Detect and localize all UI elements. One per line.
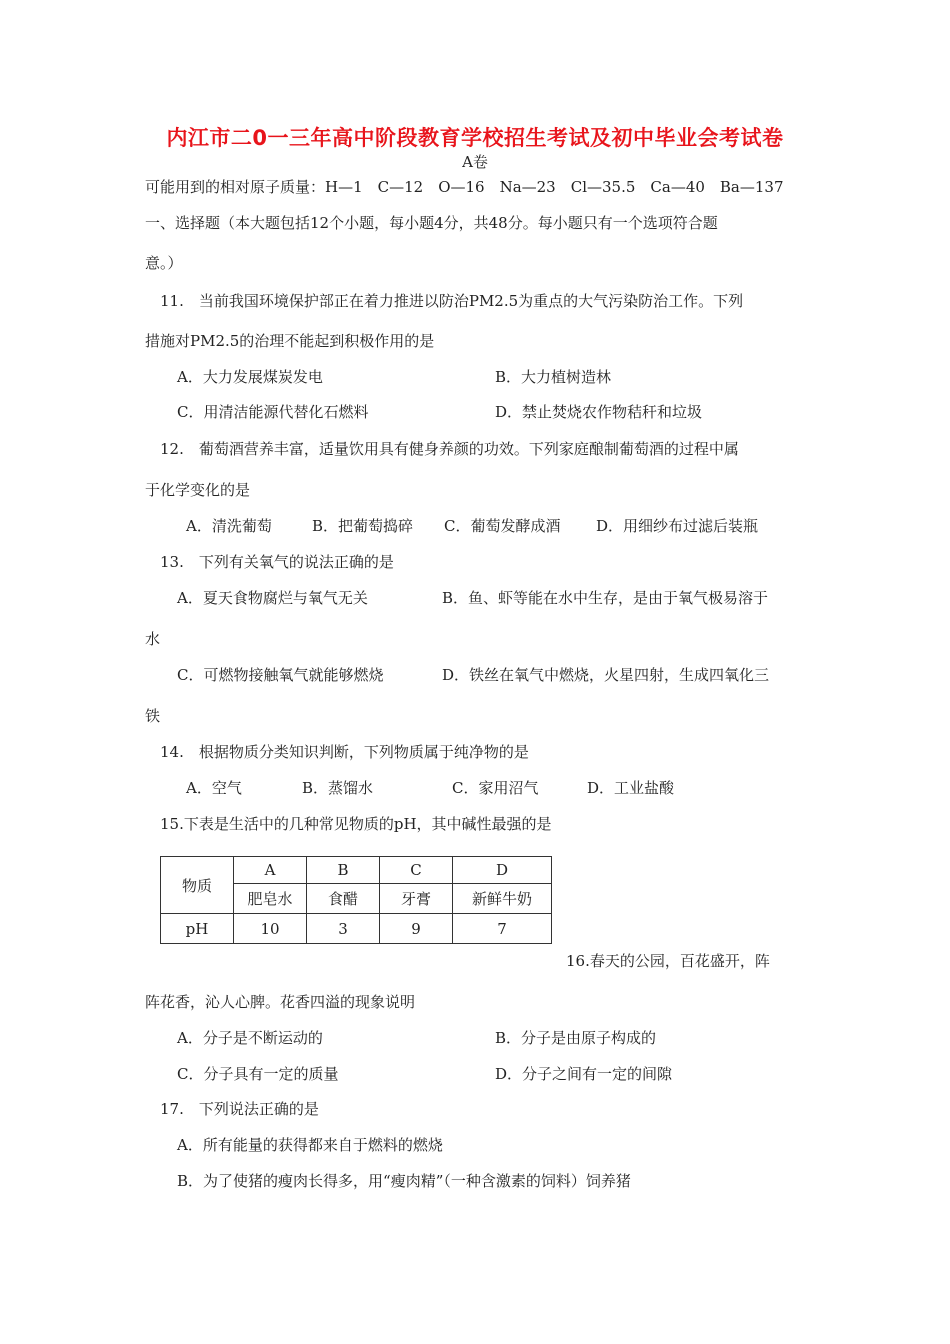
q14-option-b: B．蒸馏水 bbox=[302, 779, 374, 797]
q14-stem: 14. 根据物质分类知识判断，下列物质属于纯净物的是 bbox=[160, 743, 529, 761]
table-substance-a: 肥皂水 bbox=[234, 884, 307, 914]
q12-option-d: D．用细纱布过滤后装瓶 bbox=[596, 517, 759, 535]
table-letter-b: B bbox=[307, 857, 380, 884]
q13-option-b-line1: B．鱼、虾等能在水中生存，是由于氧气极易溶于 bbox=[442, 589, 769, 607]
q11-stem-line1: 11. 当前我国环境保护部正在着力推进以防治PM2.5为重点的大气污染防治工作。下列 bbox=[160, 292, 744, 310]
q12-option-c: C．葡萄发酵成酒 bbox=[444, 517, 561, 535]
q15-stem: 15.下表是生活中的几种常见物质的pH，其中碱性最强的是 bbox=[160, 815, 552, 833]
q11-option-c: C．用清洁能源代替化石燃料 bbox=[177, 403, 369, 421]
q16-option-c: C．分子具有一定的质量 bbox=[177, 1065, 339, 1083]
q14-option-d: D．工业盐酸 bbox=[587, 779, 675, 797]
atomic-masses: 可能用到的相对原子质量：H—1 C—12 O—16 Na—23 Cl—35.5 Ca—40 Ba—137 bbox=[145, 178, 784, 196]
q14-option-a: A．空气 bbox=[186, 779, 242, 797]
q12-option-b: B．把葡萄捣碎 bbox=[312, 517, 414, 535]
table-ph-a: 10 bbox=[234, 914, 307, 944]
table-ph-d: 7 bbox=[453, 914, 552, 944]
q13-option-d-line2: 铁 bbox=[145, 707, 161, 725]
table-ph-c: 9 bbox=[380, 914, 453, 944]
q12-stem-line1: 12. 葡萄酒营养丰富，适量饮用具有健身养颜的功效。下列家庭酿制葡萄酒的过程中属 bbox=[160, 440, 739, 458]
section-heading-line1: 一、选择题（本大题包括12个小题，每小题4分，共48分。每小题只有一个选项符合题 bbox=[145, 214, 718, 232]
q14-option-c: C．家用沼气 bbox=[452, 779, 539, 797]
table-substance-c: 牙膏 bbox=[380, 884, 453, 914]
table-header-substance: 物质 bbox=[161, 857, 234, 914]
table-header-ph: pH bbox=[161, 914, 234, 944]
q16-option-d: D．分子之间有一定的间隙 bbox=[495, 1065, 673, 1083]
q12-stem-line2: 于化学变化的是 bbox=[145, 481, 251, 499]
q11-option-a: A．大力发展煤炭发电 bbox=[177, 368, 323, 386]
q11-stem-line2: 措施对PM2.5的治理不能起到积极作用的是 bbox=[145, 332, 435, 350]
page-title: 内江市二0一三年高中阶段教育学校招生考试及初中毕业会考试卷 bbox=[166, 126, 784, 150]
table-letter-a: A bbox=[234, 857, 307, 884]
q16-stem-line2: 阵花香，沁人心脾。花香四溢的现象说明 bbox=[145, 993, 416, 1011]
q13-option-a: A．夏天食物腐烂与氧气无关 bbox=[177, 589, 368, 607]
q16-option-a: A．分子是不断运动的 bbox=[177, 1029, 323, 1047]
table-substance-d: 新鲜牛奶 bbox=[453, 884, 552, 914]
table-substance-b: 食醋 bbox=[307, 884, 380, 914]
ph-table bbox=[160, 856, 552, 944]
q13-stem: 13. 下列有关氧气的说法正确的是 bbox=[160, 553, 394, 571]
q13-option-c: C．可燃物接触氧气就能够燃烧 bbox=[177, 666, 384, 684]
table-letter-c: C bbox=[380, 857, 453, 884]
q17-option-a: A．所有能量的获得都来自于燃料的燃烧 bbox=[177, 1136, 443, 1154]
q13-option-b-line2: 水 bbox=[145, 630, 161, 648]
paper-section-label: A卷 bbox=[462, 153, 488, 171]
table-letter-d: D bbox=[453, 857, 552, 884]
q11-option-d: D．禁止焚烧农作物秸秆和垃圾 bbox=[495, 403, 703, 421]
table-ph-b: 3 bbox=[307, 914, 380, 944]
q16-stem-line1: 16.春天的公园，百花盛开，阵 bbox=[566, 952, 770, 970]
q11-option-b: B．大力植树造林 bbox=[495, 368, 612, 386]
section-heading-line2: 意。） bbox=[145, 254, 183, 272]
q17-option-b: B．为了使猪的瘦肉长得多，用“瘦肉精”（一种含激素的饲料）饲养猪 bbox=[177, 1172, 631, 1190]
q16-option-b: B．分子是由原子构成的 bbox=[495, 1029, 657, 1047]
q12-option-a: A．清洗葡萄 bbox=[186, 517, 272, 535]
q13-option-d-line1: D．铁丝在氧气中燃烧，火星四射，生成四氧化三 bbox=[442, 666, 770, 684]
q17-stem: 17. 下列说法正确的是 bbox=[160, 1100, 319, 1118]
